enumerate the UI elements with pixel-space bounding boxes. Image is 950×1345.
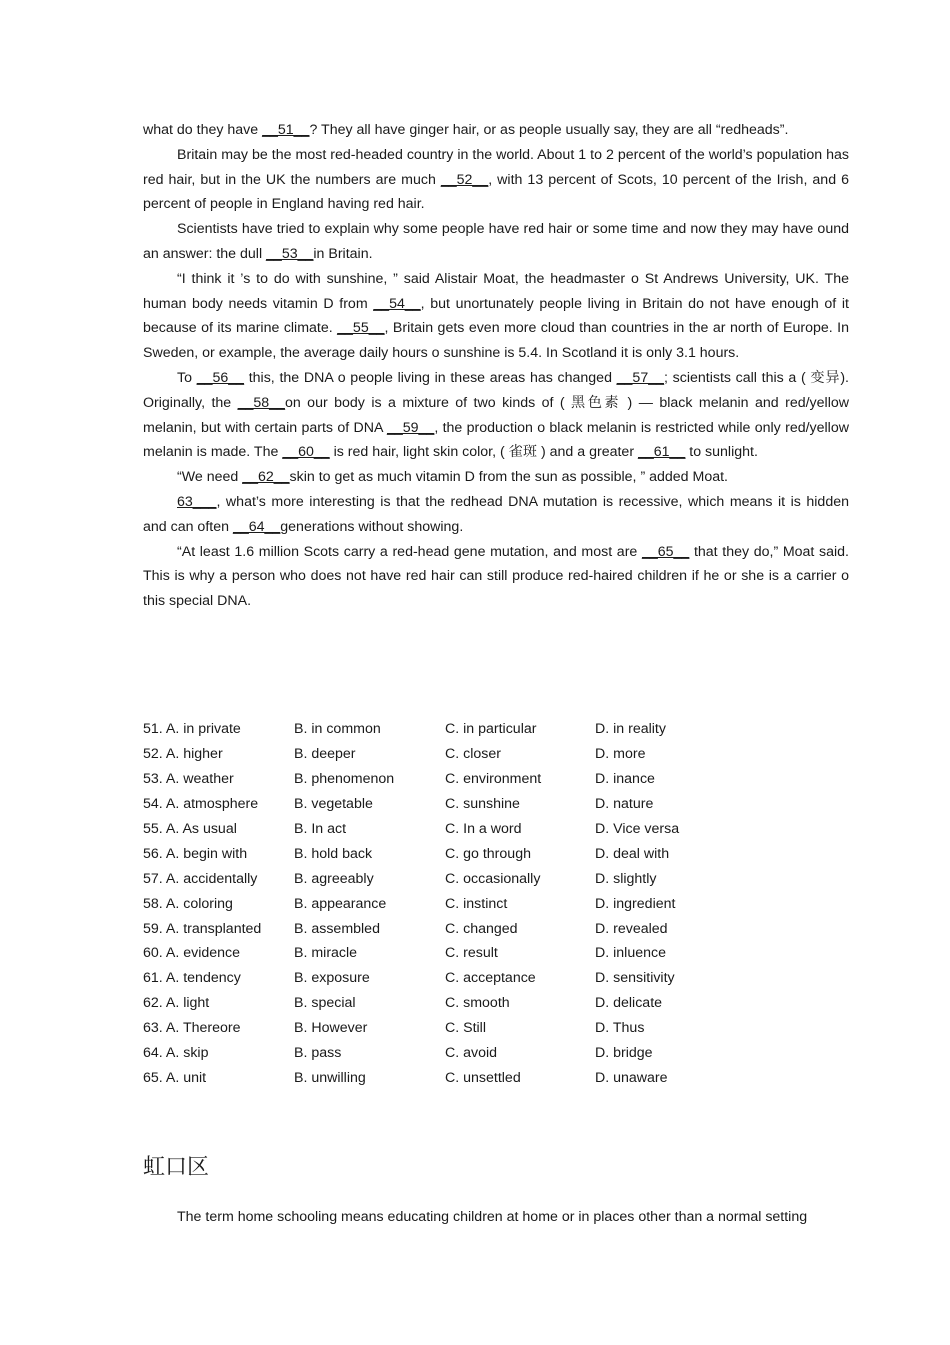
option-c: C. sunshine [445, 795, 520, 812]
option-d: D. slightly [595, 870, 657, 887]
blank-62: __62__ [242, 469, 290, 486]
option-d: D. unaware [595, 1070, 668, 1087]
option-a: 61. A. tendency [143, 970, 241, 987]
blank-55: __55__ [337, 320, 385, 337]
option-row-65 [143, 1066, 849, 1091]
text-segment: on our body is a mixture of two kinds of ( 黑色素 ) — black melanin and red/yellow melanin, but with certain parts of DNA [143, 394, 849, 436]
option-c: C. smooth [445, 995, 510, 1012]
paragraph-7 [143, 490, 849, 540]
option-c: C. result [445, 945, 498, 962]
option-row-51 [143, 717, 849, 742]
option-row-57 [143, 867, 849, 892]
text-segment: , but unortunately people living in Britain do not have enough of it because of its marine climate. [143, 295, 849, 337]
option-row-59 [143, 917, 849, 942]
paragraph-5 [143, 366, 849, 465]
blank-56: __56__ [196, 369, 245, 386]
text-segment: To [177, 369, 197, 386]
option-a: 55. A. As usual [143, 820, 237, 837]
text-segment: , with 13 percent of Scots, 10 percent of the Irish, and 6 percent of people in England having red hair. [143, 171, 849, 213]
option-b: B. miracle [294, 945, 358, 962]
option-a: 56. A. begin with [143, 845, 248, 862]
option-d: D. ingredient [595, 895, 676, 912]
option-d: D. deal with [595, 845, 670, 862]
option-row-61 [143, 966, 849, 991]
paragraph-6 [143, 465, 849, 490]
options-table [143, 717, 849, 1091]
option-a: 64. A. skip [143, 1045, 209, 1062]
option-b: B. in common [294, 721, 381, 737]
option-b: B. appearance [294, 895, 387, 912]
blank-52: __52__ [440, 171, 489, 188]
option-row-53 [143, 767, 849, 792]
text-segment: is red hair, light skin color, ( 雀斑 ) and a greater [329, 444, 638, 461]
blank-59: __59__ [386, 419, 435, 436]
option-c: C. Still [445, 1020, 486, 1037]
option-a: 51. A. in private [143, 721, 241, 737]
text-segment: to sunlight. [685, 444, 758, 461]
option-d: D. more [595, 745, 646, 762]
option-a: 60. A. evidence [143, 945, 241, 962]
option-c: C. avoid [445, 1045, 498, 1062]
option-b: B. hold back [294, 845, 373, 862]
option-b: B. However [294, 1020, 368, 1037]
option-d: D. nature [595, 795, 654, 812]
text-segment: ? They all have ginger hair, or as people usually say, they are all “redheads”. [309, 122, 789, 138]
blank-57: __57__ [616, 369, 664, 386]
text-segment: Britain may be the most red-headed country in the world. About 1 to 2 percent of the world’s population has red hair, but in the UK the numbers are much [143, 146, 849, 188]
option-a: 53. A. weather [143, 770, 234, 787]
option-b: B. unwilling [294, 1070, 366, 1087]
blank-51: __51__ [262, 122, 310, 138]
option-c: C. environment [445, 770, 542, 787]
option-row-56 [143, 842, 849, 867]
option-d: D. Vice versa [595, 820, 680, 837]
option-c: C. go through [445, 845, 531, 862]
option-c: C. changed [445, 920, 518, 937]
blank-64: __64__ [232, 518, 281, 535]
option-c: C. in particular [445, 721, 537, 737]
option-d: D. inance [595, 770, 655, 787]
option-b: B. special [294, 995, 356, 1012]
option-row-63 [143, 1016, 849, 1041]
text-segment: in Britain. [313, 245, 373, 262]
text-segment: that they do,” Moat said. This is why a person who does not have red hair can still produce red-haired children if he or she is a carrier o this special DNA. [143, 543, 849, 610]
option-b: B. pass [294, 1045, 342, 1062]
option-c: C. instinct [445, 895, 508, 912]
text-segment: “We need [177, 469, 243, 486]
option-b: B. agreeably [294, 870, 374, 887]
option-row-58 [143, 892, 849, 917]
option-row-52 [143, 742, 849, 767]
district-heading: 虹口区 [143, 1155, 210, 1180]
option-a: 62. A. light [143, 995, 210, 1012]
text-segment: , Britain gets even more cloud than countries in the ar north of Europe. In Sweden, or example, the average daily hours o sunshine is 5.4. In Scotland it is only 3.1 hours. [143, 320, 849, 362]
next-passage-first-line: The term home schooling means educating children at home or in places other than a normal setting [177, 1209, 808, 1225]
option-b: B. vegetable [294, 795, 373, 812]
text-segment: , the production o black melanin is restricted while only red/yellow melanin is made. The [143, 419, 849, 461]
option-a: 63. A. Thereore [143, 1020, 241, 1037]
option-row-64 [143, 1041, 849, 1066]
option-d: D. sensitivity [595, 970, 675, 987]
paragraph-4 [143, 267, 849, 366]
option-b: B. exposure [294, 970, 370, 987]
option-row-55 [143, 817, 849, 842]
option-c: C. acceptance [445, 970, 536, 987]
blank-54: __54__ [373, 295, 421, 312]
text-segment: this, the DNA o people living in these areas has changed [244, 369, 617, 386]
blank-58: __58__ [237, 394, 285, 411]
option-a: 58. A. coloring [143, 895, 233, 912]
option-b: B. deeper [294, 745, 356, 762]
paragraph-3 [143, 217, 849, 267]
option-c: C. occasionally [445, 870, 541, 887]
option-a: 57. A. accidentally [143, 870, 258, 887]
option-d: D. inluence [595, 945, 666, 962]
option-c: C. unsettled [445, 1070, 521, 1087]
option-a: 54. A. atmosphere [143, 795, 259, 812]
option-c: C. In a word [445, 820, 522, 837]
text-segment: skin to get as much vitamin D from the sun as possible, ” added Moat. [289, 469, 728, 486]
text-segment: “At least 1.6 million Scots carry a red-head gene mutation, and most are [177, 543, 642, 560]
option-row-54 [143, 792, 849, 817]
text-segment: what do they have [143, 122, 263, 138]
text-segment: “I think it ’s to do with sunshine, ” said Alistair Moat, the headmaster o St Andrews University, UK. The human body needs vitamin D from [143, 270, 849, 312]
option-c: C. closer [445, 745, 501, 762]
text-segment: generations without showing. [280, 518, 464, 535]
text-segment: ; scientists call this a ( 变异). Originally, the [143, 369, 849, 411]
option-d: D. Thus [595, 1020, 645, 1037]
option-a: 65. A. unit [143, 1070, 207, 1087]
option-a: 59. A. transplanted [143, 920, 262, 937]
option-row-60 [143, 941, 849, 966]
paragraph-8 [143, 540, 849, 614]
blank-53: __53__ [266, 245, 314, 262]
option-b: B. phenomenon [294, 770, 395, 787]
option-a: 52. A. higher [143, 745, 223, 762]
option-d: D. delicate [595, 995, 663, 1012]
option-d: D. revealed [595, 920, 668, 937]
blank-61: __61__ [638, 444, 686, 461]
paragraph-1 [143, 118, 849, 143]
text-segment: , what’s more interesting is that the redhead DNA mutation is recessive, which means it is hidden and can often [143, 493, 849, 535]
option-d: D. bridge [595, 1045, 653, 1062]
cloze-passage [143, 118, 849, 614]
option-b: B. In act [294, 820, 347, 837]
blank-63: 63___ [177, 493, 217, 510]
option-b: B. assembled [294, 920, 380, 937]
blank-65: __65__ [641, 543, 690, 560]
option-row-62 [143, 991, 849, 1016]
option-d: D. in reality [595, 721, 666, 737]
text-segment: Scientists have tried to explain why some people have red hair or some time and now they may have ound an answer: the dull [143, 221, 849, 262]
blank-60: __60__ [282, 444, 330, 461]
paragraph-2 [143, 143, 849, 217]
